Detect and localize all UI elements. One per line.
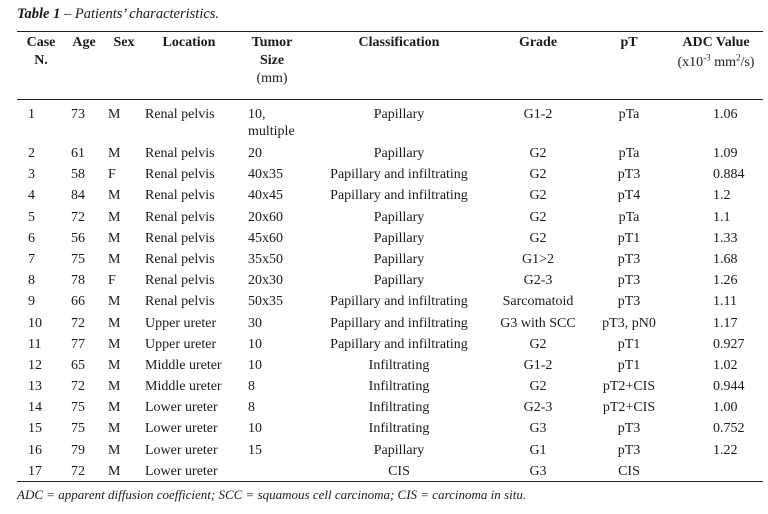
cell-case: 3 (28, 167, 35, 183)
cell-adc (669, 461, 763, 482)
cell-sex: M (108, 315, 121, 331)
cell-sex: M (108, 357, 121, 373)
cell-tumor-size: 20 (248, 146, 262, 161)
cell-age: 72 (71, 463, 85, 479)
cell-classification: Papillary (373, 251, 425, 267)
cell-classification: Papillary (373, 146, 425, 161)
header-pt: pT (620, 35, 638, 50)
cell-case: 14 (28, 400, 42, 416)
cell-pt: pT3 (617, 167, 641, 183)
cell-classification: Papillary and infiltrating (330, 188, 468, 204)
table-row (17, 164, 763, 185)
cell-case: 15 (28, 421, 42, 437)
cell-tumor-size: 40x45 (248, 188, 283, 204)
cell-tumor-size: 20x60 (248, 209, 283, 225)
cell-location: Renal pelvis (145, 188, 215, 204)
cell-pt: pT3, pN0 (602, 315, 656, 331)
cell-location: Renal pelvis (145, 146, 215, 161)
header-location: Location (162, 35, 216, 50)
cell-adc: 1.22 (713, 442, 738, 458)
table-row (17, 249, 763, 270)
cell-tumor-size: 10 (248, 336, 262, 352)
cell-pt: pT3 (617, 294, 641, 310)
cell-sex: M (108, 379, 121, 395)
cell-location: Upper ureter (145, 315, 217, 331)
cell-age: 65 (71, 357, 85, 373)
cell-classification: Infiltrating (368, 379, 430, 395)
cell-age: 72 (71, 379, 85, 395)
cell-classification: Papillary (373, 442, 425, 458)
table-row (17, 461, 763, 482)
cell-sex: M (108, 230, 121, 246)
cell-tumor-size: 30 (248, 315, 262, 331)
header-classification: Classification (358, 35, 440, 50)
cell-adc: 1.26 (713, 273, 738, 289)
cell-case: 12 (28, 357, 42, 373)
cell-adc: 1.68 (713, 251, 738, 267)
cell-sex: M (108, 146, 121, 161)
table-row (17, 143, 763, 164)
cell-grade: G2 (529, 146, 547, 161)
cell-grade: G2 (529, 188, 547, 204)
cell-age: 72 (71, 209, 85, 225)
cell-grade: G3 (529, 463, 547, 479)
cell-case: 13 (28, 379, 42, 395)
cell-pt: pT1 (617, 230, 641, 246)
table-caption (17, 6, 219, 23)
cell-tumor-size: 10 (248, 357, 262, 373)
cell-tumor-size: 10 (248, 421, 262, 437)
cell-tumor-size: 50x35 (248, 294, 283, 310)
cell-grade: G2 (529, 379, 547, 395)
cell-pt: pT3 (617, 421, 641, 437)
cell-case: 1 (28, 107, 35, 122)
cell-adc: 1.17 (713, 315, 738, 331)
cell-classification: Papillary (373, 230, 425, 246)
cell-pt: pT3 (617, 442, 641, 458)
cell-location: Renal pelvis (145, 107, 215, 122)
cell-location: Middle ureter (145, 357, 222, 373)
cell-case: 6 (28, 230, 35, 246)
cell-sex: M (108, 400, 121, 416)
cell-sex: M (108, 251, 121, 267)
cell-case: 4 (28, 188, 35, 204)
cell-adc: 0.927 (713, 336, 745, 352)
table-row (17, 185, 763, 206)
cell-location: Renal pelvis (145, 230, 215, 246)
cell-adc: 1.00 (713, 400, 738, 416)
cell-case: 17 (28, 463, 42, 479)
header-sex: Sex (113, 35, 135, 50)
cell-pt: pTa (618, 107, 640, 122)
cell-adc: 1.1 (713, 209, 731, 225)
cell-case: 10 (28, 315, 42, 331)
cell-tumor-size: 15 (248, 442, 262, 458)
cell-pt: pT3 (617, 273, 641, 289)
cell-age: 84 (71, 188, 85, 204)
cell-classification: Papillary (373, 273, 425, 289)
cell-age: 66 (71, 294, 85, 310)
cell-pt: pT1 (617, 357, 641, 373)
caption-label: Table 1 (17, 6, 61, 22)
cell-adc: 1.33 (713, 230, 738, 246)
table-row (17, 104, 763, 143)
cell-location: Renal pelvis (145, 167, 215, 183)
cell-age: 79 (71, 442, 85, 458)
cell-grade: G1 (529, 442, 547, 458)
cell-classification: Papillary and infiltrating (330, 336, 468, 352)
patients-table (17, 34, 763, 482)
header-tumor-size: Tumor Size (mm) (251, 35, 293, 86)
cell-pt: pTa (618, 146, 640, 161)
cell-grade: G2-3 (523, 400, 553, 416)
cell-age: 75 (71, 251, 85, 267)
header-grade: Grade (518, 35, 558, 50)
table-row (17, 440, 763, 461)
cell-location: Lower ureter (145, 442, 218, 458)
cell-sex: M (108, 421, 121, 437)
cell-classification: Papillary and infiltrating (330, 294, 468, 310)
cell-location: Middle ureter (145, 379, 222, 395)
header-adc: ADC Value ($x10^{-3}$ $mm^2/s$) (669, 34, 763, 101)
caption-text: – Patients’ characteristics. (60, 6, 220, 22)
cell-location: Renal pelvis (145, 294, 215, 310)
cell-tumor-size: 10, multiple (248, 107, 295, 139)
cell-tumor-size: 45x60 (248, 230, 283, 246)
cell-classification: Papillary (373, 209, 425, 225)
cell-case: 5 (28, 209, 35, 225)
cell-age: 61 (71, 146, 85, 161)
cell-adc: 0.884 (713, 167, 745, 183)
table-row (17, 418, 763, 439)
cell-age: 56 (71, 230, 85, 246)
cell-age: 58 (71, 167, 85, 183)
cell-sex: M (108, 188, 121, 204)
cell-pt: pT4 (617, 188, 641, 204)
cell-tumor-size: 20x30 (248, 273, 283, 289)
cell-case: 8 (28, 273, 35, 289)
cell-age: 73 (71, 107, 85, 122)
cell-location: Renal pelvis (145, 251, 215, 267)
table-footnote: ADC = apparent diffusion coefficient; SCC = squamous cell carcinoma; CIS = carcinoma in situ. (17, 487, 527, 502)
cell-tumor-size: 40x35 (248, 167, 283, 183)
cell-pt: pT3 (617, 251, 641, 267)
cell-location: Lower ureter (145, 463, 218, 479)
table-row (17, 207, 763, 228)
cell-pt: pT2+CIS (602, 400, 656, 416)
cell-adc: 1.06 (713, 107, 738, 122)
header-case: Case N. (26, 35, 56, 68)
cell-pt: CIS (618, 463, 640, 479)
cell-grade: G2 (529, 209, 547, 225)
cell-pt: pT2+CIS (602, 379, 656, 395)
cell-age: 72 (71, 315, 85, 331)
cell-adc: 1.09 (713, 146, 738, 161)
table-row (17, 228, 763, 249)
cell-classification: Papillary and infiltrating (330, 167, 468, 183)
cell-location: Renal pelvis (145, 273, 215, 289)
table-row (17, 270, 763, 291)
cell-case: 7 (28, 251, 35, 267)
table-body (17, 101, 763, 482)
cell-tumor-size: 35x50 (248, 251, 283, 267)
table-row (17, 334, 763, 355)
cell-grade: G2 (529, 230, 547, 246)
table-row (17, 397, 763, 418)
cell-classification: Papillary and infiltrating (330, 315, 468, 331)
header-age: Age (72, 35, 96, 50)
cell-grade: G2 (529, 336, 547, 352)
cell-grade: G1>2 (521, 251, 554, 267)
cell-case: 2 (28, 146, 35, 161)
cell-age: 75 (71, 421, 85, 437)
cell-pt: pTa (618, 209, 640, 225)
cell-sex: M (108, 442, 121, 458)
table-row (17, 291, 763, 312)
cell-tumor-size: 8 (248, 400, 255, 416)
adc-unit: ($x10^{-3}$ $mm^2/s$) (677, 52, 755, 70)
cell-grade: Sarcomatoid (502, 294, 574, 310)
cell-pt: pT1 (617, 336, 641, 352)
cell-case: 11 (28, 336, 42, 352)
cell-classification: Infiltrating (368, 357, 430, 373)
cell-tumor-size (233, 461, 311, 482)
cell-grade: G1-2 (523, 107, 553, 122)
cell-sex: F (108, 273, 116, 289)
cell-age: 78 (71, 273, 85, 289)
cell-age: 75 (71, 400, 85, 416)
cell-grade: G1-2 (523, 357, 553, 373)
cell-sex: M (108, 463, 121, 479)
cell-location: Renal pelvis (145, 209, 215, 225)
cell-case: 9 (28, 294, 35, 310)
cell-classification: Papillary (373, 107, 425, 122)
cell-grade: G3 (529, 421, 547, 437)
cell-sex: M (108, 107, 121, 122)
cell-grade: G2 (529, 167, 547, 183)
cell-location: Upper ureter (145, 336, 217, 352)
cell-grade: G3 with SCC (500, 315, 576, 331)
cell-location: Lower ureter (145, 421, 218, 437)
header-row (17, 34, 763, 101)
cell-adc: 1.02 (713, 357, 738, 373)
cell-tumor-size: 8 (248, 379, 255, 395)
table-row (17, 376, 763, 397)
table-row (17, 313, 763, 334)
cell-location: Lower ureter (145, 400, 218, 416)
cell-adc: 1.2 (713, 188, 731, 204)
cell-adc: 0.944 (713, 379, 745, 395)
cell-classification: Infiltrating (368, 421, 430, 437)
cell-sex: M (108, 209, 121, 225)
cell-age: 77 (71, 336, 85, 352)
cell-classification: CIS (388, 463, 410, 479)
cell-sex: M (108, 294, 121, 310)
cell-adc: 0.752 (713, 421, 745, 437)
cell-sex: F (108, 167, 116, 183)
top-rule (17, 31, 763, 32)
cell-sex: M (108, 336, 121, 352)
cell-adc: 1.11 (713, 294, 737, 310)
cell-case: 16 (28, 442, 42, 458)
cell-classification: Infiltrating (368, 400, 430, 416)
table-row (17, 355, 763, 376)
cell-grade: G2-3 (523, 273, 553, 289)
